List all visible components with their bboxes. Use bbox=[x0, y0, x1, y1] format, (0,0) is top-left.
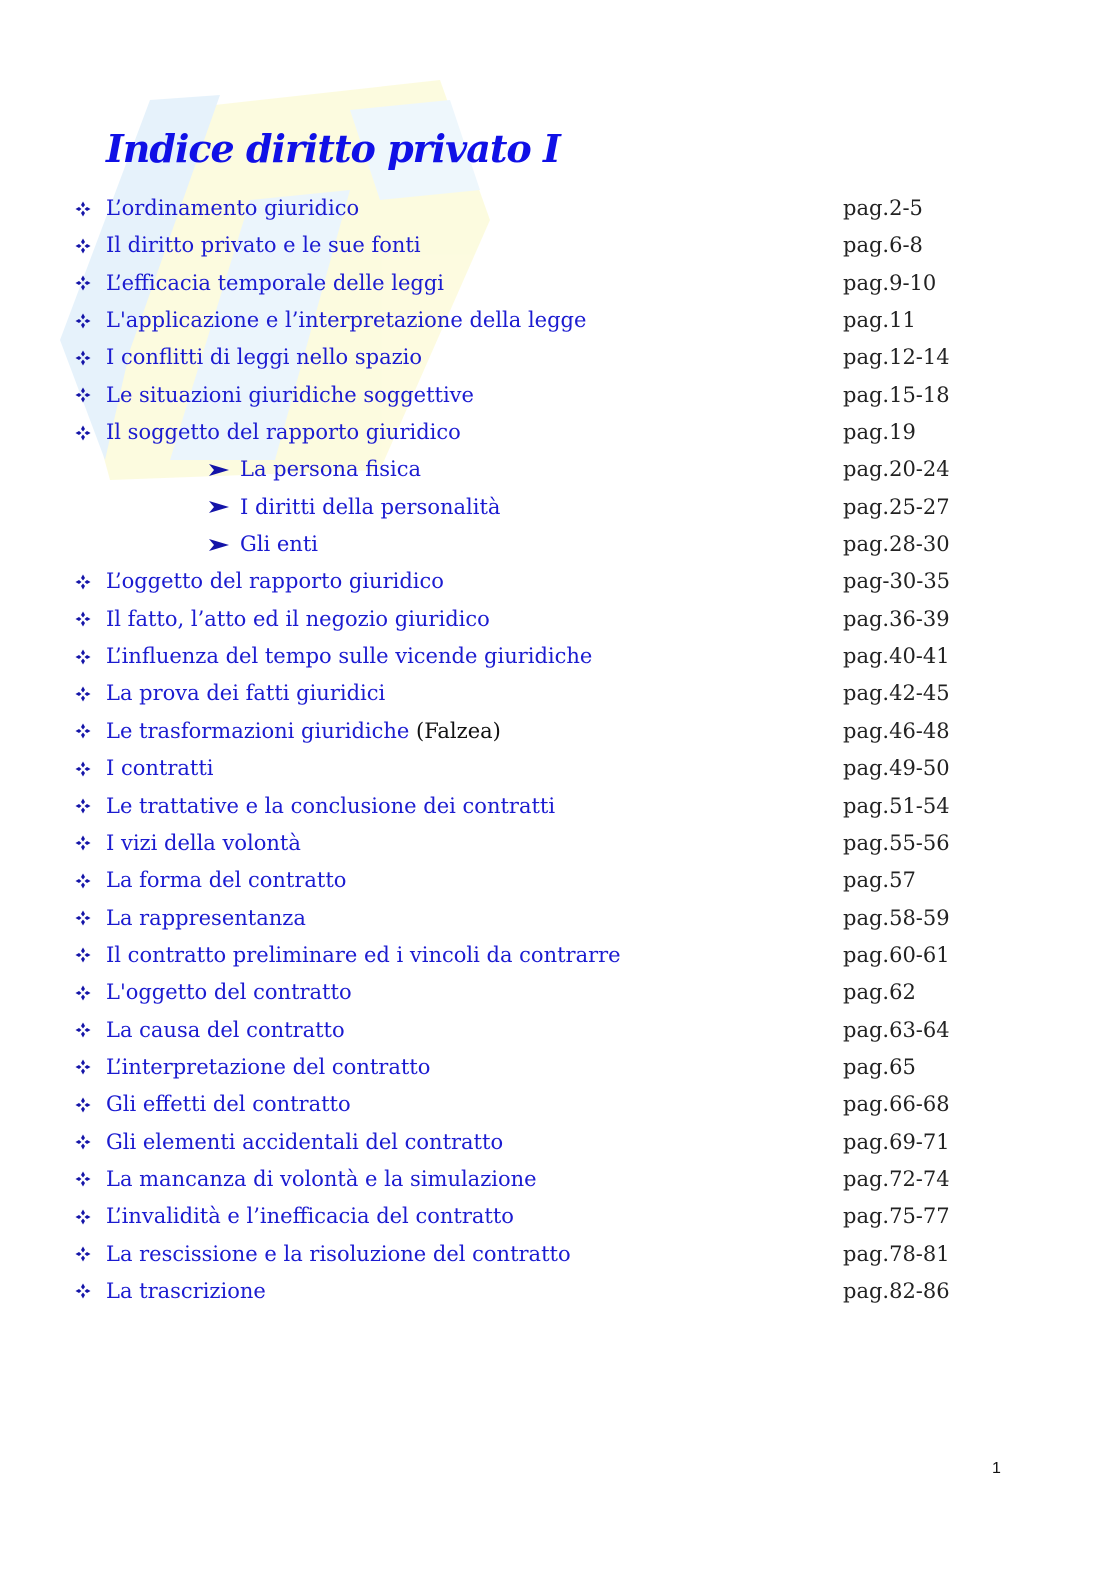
page-number: 1 bbox=[992, 1460, 1001, 1477]
toc-entry[interactable] bbox=[0, 974, 1116, 1011]
toc-entry[interactable] bbox=[0, 414, 1116, 451]
toc-entry-title: Il fatto, l’atto ed il negozio giuridico bbox=[106, 606, 490, 631]
toc-entry[interactable] bbox=[0, 1049, 1116, 1086]
toc-entry[interactable] bbox=[0, 190, 1116, 227]
toc-entry-title: L'applicazione e l’interpretazione della legge bbox=[106, 308, 587, 333]
toc-entry[interactable] bbox=[0, 1161, 1116, 1198]
toc-entry[interactable] bbox=[0, 825, 1116, 862]
toc-entry-pages: pag.28-30 bbox=[843, 532, 950, 557]
diamond-bullet-icon bbox=[74, 190, 92, 227]
toc-entry-author-note: (Falzea) bbox=[409, 718, 501, 743]
toc-entry-label bbox=[106, 1198, 514, 1235]
toc-entry[interactable] bbox=[0, 788, 1116, 825]
toc-entry-title: La forma del contratto bbox=[106, 868, 347, 893]
toc-entry-title: L’efficacia temporale delle leggi bbox=[106, 270, 444, 295]
toc-entry-pages: pag.55-56 bbox=[843, 830, 950, 855]
toc-entry[interactable] bbox=[0, 302, 1116, 339]
toc-entry-pages: pag.6-8 bbox=[843, 233, 923, 258]
toc-entry-title: La mancanza di volontà e la simulazione bbox=[106, 1166, 537, 1191]
toc-entry[interactable] bbox=[0, 265, 1116, 302]
diamond-bullet-icon bbox=[74, 974, 92, 1011]
toc-entry-label bbox=[106, 1012, 345, 1049]
toc-entry[interactable] bbox=[0, 601, 1116, 638]
arrow-bullet-icon bbox=[208, 489, 230, 526]
toc-entry-title: L’oggetto del rapporto giuridico bbox=[106, 569, 444, 594]
diamond-bullet-icon bbox=[74, 563, 92, 600]
diamond-bullet-icon bbox=[74, 937, 92, 974]
toc-entry[interactable] bbox=[0, 638, 1116, 675]
toc-entry-label bbox=[106, 190, 359, 227]
toc-entry[interactable] bbox=[0, 675, 1116, 712]
diamond-bullet-icon bbox=[74, 638, 92, 675]
toc-entry-pages: pag.66-68 bbox=[843, 1092, 950, 1117]
toc-entry-label bbox=[106, 825, 301, 862]
toc-entry-label bbox=[106, 675, 385, 712]
toc-entry-title: I contratti bbox=[106, 756, 214, 781]
toc-entry-title: Le trattative e la conclusione dei contratti bbox=[106, 793, 556, 818]
toc-entry[interactable] bbox=[0, 1236, 1116, 1273]
toc-entry-pages: pag.12-14 bbox=[843, 345, 950, 370]
toc-entry-label bbox=[106, 302, 586, 339]
toc-entry[interactable] bbox=[0, 1012, 1116, 1049]
diamond-bullet-icon bbox=[74, 1236, 92, 1273]
toc-entry-label bbox=[106, 713, 501, 750]
toc-entry-title: L'oggetto del contratto bbox=[106, 980, 352, 1005]
toc-entry-pages: pag.49-50 bbox=[843, 756, 950, 781]
toc-entry[interactable] bbox=[0, 1086, 1116, 1123]
diamond-bullet-icon bbox=[74, 1012, 92, 1049]
table-of-contents bbox=[0, 190, 1116, 1310]
diamond-bullet-icon bbox=[74, 377, 92, 414]
toc-entry-title: La rappresentanza bbox=[106, 905, 306, 930]
toc-entry-title: Gli effetti del contratto bbox=[106, 1092, 351, 1117]
toc-entry-pages: pag.9-10 bbox=[843, 270, 937, 295]
toc-entry[interactable] bbox=[0, 750, 1116, 787]
toc-entry-label bbox=[240, 451, 421, 488]
diamond-bullet-icon bbox=[74, 601, 92, 638]
toc-entry-title: Il contratto preliminare ed i vincoli da contrarre bbox=[106, 942, 621, 967]
toc-entry-label bbox=[106, 1049, 430, 1086]
toc-entry-pages: pag.57 bbox=[843, 868, 916, 893]
toc-entry-pages: pag.20-24 bbox=[843, 457, 950, 482]
toc-entry-label bbox=[106, 601, 490, 638]
toc-entry-title: La trascrizione bbox=[106, 1278, 266, 1303]
diamond-bullet-icon bbox=[74, 265, 92, 302]
toc-entry-pages: pag.78-81 bbox=[843, 1241, 950, 1266]
toc-entry-title: La persona fisica bbox=[240, 457, 421, 482]
diamond-bullet-icon bbox=[74, 675, 92, 712]
toc-entry-label bbox=[106, 900, 306, 937]
diamond-bullet-icon bbox=[74, 825, 92, 862]
diamond-bullet-icon bbox=[74, 1273, 92, 1310]
toc-entry-label bbox=[240, 526, 318, 563]
toc-entry-label bbox=[106, 937, 621, 974]
toc-entry-pages: pag.65 bbox=[843, 1054, 916, 1079]
toc-entry-title: L’invalidità e l’inefficacia del contratto bbox=[106, 1204, 514, 1229]
toc-entry-title: L’interpretazione del contratto bbox=[106, 1054, 431, 1079]
toc-entry[interactable] bbox=[0, 713, 1116, 750]
toc-entry-title: Le trasformazioni giuridiche bbox=[106, 718, 410, 743]
toc-entry-pages: pag.75-77 bbox=[843, 1204, 950, 1229]
diamond-bullet-icon bbox=[74, 1124, 92, 1161]
toc-entry[interactable] bbox=[0, 1124, 1116, 1161]
toc-entry-label bbox=[106, 563, 444, 600]
toc-entry[interactable] bbox=[0, 563, 1116, 600]
toc-entry-title: I diritti della personalità bbox=[240, 494, 501, 519]
toc-entry-label bbox=[106, 750, 214, 787]
toc-entry-pages: pag.62 bbox=[843, 980, 916, 1005]
document-title: Indice diritto privato I bbox=[106, 126, 560, 171]
toc-entry-label bbox=[240, 489, 500, 526]
toc-entry-label bbox=[106, 788, 555, 825]
toc-entry-title: Gli enti bbox=[240, 532, 318, 557]
diamond-bullet-icon bbox=[74, 1049, 92, 1086]
toc-entry-label bbox=[106, 339, 422, 376]
toc-entry-label bbox=[106, 1124, 503, 1161]
diamond-bullet-icon bbox=[74, 227, 92, 264]
toc-entry-label bbox=[106, 265, 444, 302]
toc-entry-pages: pag-30-35 bbox=[843, 569, 951, 594]
toc-entry[interactable] bbox=[0, 862, 1116, 899]
toc-entry-pages: pag.11 bbox=[843, 308, 916, 333]
diamond-bullet-icon bbox=[74, 339, 92, 376]
toc-entry-pages: pag.82-86 bbox=[843, 1278, 950, 1303]
diamond-bullet-icon bbox=[74, 1161, 92, 1198]
toc-entry-title: Gli elementi accidentali del contratto bbox=[106, 1129, 504, 1154]
toc-entry-label bbox=[106, 377, 474, 414]
toc-entry-pages: pag.2-5 bbox=[843, 196, 923, 220]
toc-entry-pages: pag.51-54 bbox=[843, 793, 950, 818]
diamond-bullet-icon bbox=[74, 900, 92, 937]
toc-entry-title: Il diritto privato e le sue fonti bbox=[106, 233, 421, 258]
toc-entry-title: La causa del contratto bbox=[106, 1017, 345, 1042]
toc-entry-pages: pag.58-59 bbox=[843, 905, 950, 930]
toc-entry-title: Le situazioni giuridiche soggettive bbox=[106, 382, 474, 407]
toc-entry-label bbox=[106, 638, 592, 675]
toc-entry-pages: pag.40-41 bbox=[843, 644, 950, 669]
toc-entry-title: I conflitti di leggi nello spazio bbox=[106, 345, 423, 370]
toc-entry-title: I vizi della volontà bbox=[106, 830, 301, 855]
toc-entry[interactable] bbox=[0, 339, 1116, 376]
diamond-bullet-icon bbox=[74, 302, 92, 339]
toc-entry-pages: pag.63-64 bbox=[843, 1017, 950, 1042]
arrow-bullet-icon bbox=[208, 526, 230, 563]
toc-entry[interactable] bbox=[0, 377, 1116, 414]
toc-entry-title: La rescissione e la risoluzione del contratto bbox=[106, 1241, 571, 1266]
toc-subentry[interactable] bbox=[0, 489, 1116, 526]
diamond-bullet-icon bbox=[74, 788, 92, 825]
toc-entry-label bbox=[106, 974, 352, 1011]
toc-entry-pages: pag.42-45 bbox=[843, 681, 950, 706]
diamond-bullet-icon bbox=[74, 862, 92, 899]
diamond-bullet-icon bbox=[74, 750, 92, 787]
toc-entry[interactable] bbox=[0, 900, 1116, 937]
toc-entry-title: La prova dei fatti giuridici bbox=[106, 681, 386, 706]
toc-entry-pages: pag.60-61 bbox=[843, 942, 950, 967]
diamond-bullet-icon bbox=[74, 414, 92, 451]
toc-entry-label bbox=[106, 227, 421, 264]
toc-entry[interactable] bbox=[0, 1273, 1116, 1310]
diamond-bullet-icon bbox=[74, 1086, 92, 1123]
toc-entry-label bbox=[106, 1273, 266, 1310]
toc-entry[interactable] bbox=[0, 937, 1116, 974]
toc-entry[interactable] bbox=[0, 227, 1116, 264]
toc-entry-title: L’influenza del tempo sulle vicende giuridiche bbox=[106, 644, 593, 669]
arrow-bullet-icon bbox=[208, 451, 230, 488]
toc-entry-pages: pag.46-48 bbox=[843, 718, 950, 743]
toc-entry-label bbox=[106, 862, 346, 899]
toc-entry-title: L’ordinamento giuridico bbox=[106, 196, 360, 220]
toc-entry-label bbox=[106, 1161, 537, 1198]
toc-entry-pages: pag.69-71 bbox=[843, 1129, 950, 1154]
toc-entry-pages: pag.19 bbox=[843, 420, 916, 445]
toc-entry-label bbox=[106, 1086, 351, 1123]
toc-entry-pages: pag.36-39 bbox=[843, 606, 950, 631]
toc-entry[interactable] bbox=[0, 1198, 1116, 1235]
toc-subentry[interactable] bbox=[0, 451, 1116, 488]
diamond-bullet-icon bbox=[74, 713, 92, 750]
toc-entry-title: Il soggetto del rapporto giuridico bbox=[106, 420, 461, 445]
toc-entry-pages: pag.72-74 bbox=[843, 1166, 950, 1191]
diamond-bullet-icon bbox=[74, 1198, 92, 1235]
toc-entry-pages: pag.25-27 bbox=[843, 494, 950, 519]
toc-subentry[interactable] bbox=[0, 526, 1116, 563]
toc-entry-label bbox=[106, 414, 461, 451]
toc-entry-label bbox=[106, 1236, 571, 1273]
toc-entry-pages: pag.15-18 bbox=[843, 382, 950, 407]
